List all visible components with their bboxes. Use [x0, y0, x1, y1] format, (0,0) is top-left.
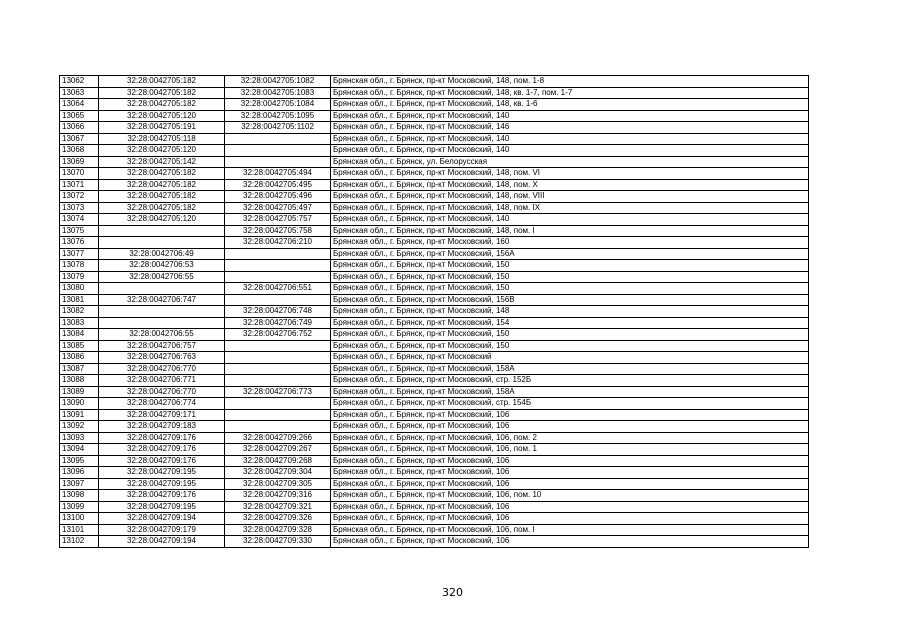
row-number-cell: 13069 [60, 156, 99, 168]
table-row [60, 260, 809, 272]
parcel-cadastral-number-cell: 32:28:0042706:763 [99, 352, 225, 364]
address-cell: Брянская обл., г. Брянск, пр-кт Московский, 150 [331, 340, 809, 352]
address-cell: Брянская обл., г. Брянск, пр-кт Московский, стр. 154Б [331, 398, 809, 410]
row-number-cell: 13094 [60, 444, 99, 456]
table-row [60, 237, 809, 249]
parcel-cadastral-number-cell [99, 283, 225, 295]
object-cadastral-number-cell: 32:28:0042705:496 [225, 191, 331, 203]
object-cadastral-number-cell: 32:28:0042709:328 [225, 524, 331, 536]
table-row [60, 191, 809, 203]
parcel-cadastral-number-cell: 32:28:0042705:120 [99, 145, 225, 157]
row-number-cell: 13078 [60, 260, 99, 272]
table-row [60, 317, 809, 329]
object-cadastral-number-cell: 32:28:0042705:1095 [225, 110, 331, 122]
row-number-cell: 13090 [60, 398, 99, 410]
row-number-cell: 13095 [60, 455, 99, 467]
table-row [60, 340, 809, 352]
object-cadastral-number-cell: 32:28:0042705:758 [225, 225, 331, 237]
address-cell: Брянская обл., г. Брянск, пр-кт Московский, 148, пом. VIII [331, 191, 809, 203]
table-row [60, 214, 809, 226]
address-cell: Брянская обл., г. Брянск, пр-кт Московский, 148, пом. 1-8 [331, 76, 809, 88]
table-row [60, 156, 809, 168]
parcel-cadastral-number-cell: 32:28:0042706:53 [99, 260, 225, 272]
address-cell: Брянская обл., г. Брянск, пр-кт Московский, 150 [331, 283, 809, 295]
page-number: 320 [442, 586, 463, 599]
table-row [60, 76, 809, 88]
address-cell: Брянская обл., г. Брянск, пр-кт Московский, 106 [331, 467, 809, 479]
parcel-cadastral-number-cell: 32:28:0042709:176 [99, 455, 225, 467]
address-cell: Брянская обл., г. Брянск, ул. Белорусская [331, 156, 809, 168]
row-number-cell: 13071 [60, 179, 99, 191]
object-cadastral-number-cell: 32:28:0042705:1082 [225, 76, 331, 88]
object-cadastral-number-cell: 32:28:0042709:330 [225, 536, 331, 548]
address-cell: Брянская обл., г. Брянск, пр-кт Московский, 106, пом. 2 [331, 432, 809, 444]
parcel-cadastral-number-cell: 32:28:0042705:182 [99, 168, 225, 180]
parcel-cadastral-number-cell: 32:28:0042705:182 [99, 87, 225, 99]
table-row [60, 409, 809, 421]
object-cadastral-number-cell [225, 363, 331, 375]
table-row [60, 202, 809, 214]
table-row [60, 179, 809, 191]
address-cell: Брянская обл., г. Брянск, пр-кт Московский, 106 [331, 409, 809, 421]
parcel-cadastral-number-cell: 32:28:0042709:194 [99, 513, 225, 525]
parcel-cadastral-number-cell: 32:28:0042706:757 [99, 340, 225, 352]
address-cell: Брянская обл., г. Брянск, пр-кт Московский [331, 352, 809, 364]
table-row [60, 513, 809, 525]
object-cadastral-number-cell: 32:28:0042705:757 [225, 214, 331, 226]
parcel-cadastral-number-cell: 32:28:0042709:176 [99, 432, 225, 444]
object-cadastral-number-cell [225, 294, 331, 306]
parcel-cadastral-number-cell: 32:28:0042705:142 [99, 156, 225, 168]
parcel-cadastral-number-cell: 32:28:0042706:771 [99, 375, 225, 387]
parcel-cadastral-number-cell: 32:28:0042709:179 [99, 524, 225, 536]
row-number-cell: 13101 [60, 524, 99, 536]
row-number-cell: 13077 [60, 248, 99, 260]
address-cell: Брянская обл., г. Брянск, пр-кт Московский, 140 [331, 214, 809, 226]
object-cadastral-number-cell: 32:28:0042706:551 [225, 283, 331, 295]
row-number-cell: 13100 [60, 513, 99, 525]
object-cadastral-number-cell: 32:28:0042709:267 [225, 444, 331, 456]
table-row [60, 225, 809, 237]
address-cell: Брянская обл., г. Брянск, пр-кт Московский, 156А [331, 248, 809, 260]
address-cell: Брянская обл., г. Брянск, пр-кт Московский, 106 [331, 501, 809, 513]
row-number-cell: 13086 [60, 352, 99, 364]
address-cell: Брянская обл., г. Брянск, пр-кт Московский, 148, кв. 1-6 [331, 99, 809, 111]
parcel-cadastral-number-cell: 32:28:0042706:770 [99, 386, 225, 398]
table-row [60, 99, 809, 111]
parcel-cadastral-number-cell [99, 225, 225, 237]
object-cadastral-number-cell [225, 271, 331, 283]
address-cell: Брянская обл., г. Брянск, пр-кт Московский, 150 [331, 329, 809, 341]
row-number-cell: 13063 [60, 87, 99, 99]
parcel-cadastral-number-cell: 32:28:0042709:183 [99, 421, 225, 433]
row-number-cell: 13080 [60, 283, 99, 295]
row-number-cell: 13099 [60, 501, 99, 513]
address-cell: Брянская обл., г. Брянск, пр-кт Московский, 160 [331, 237, 809, 249]
object-cadastral-number-cell: 32:28:0042705:495 [225, 179, 331, 191]
table-row [60, 478, 809, 490]
object-cadastral-number-cell: 32:28:0042709:304 [225, 467, 331, 479]
object-cadastral-number-cell: 32:28:0042709:268 [225, 455, 331, 467]
table-row [60, 168, 809, 180]
table-row [60, 524, 809, 536]
parcel-cadastral-number-cell: 32:28:0042705:120 [99, 110, 225, 122]
object-cadastral-number-cell: 32:28:0042705:494 [225, 168, 331, 180]
table-row [60, 110, 809, 122]
row-number-cell: 13102 [60, 536, 99, 548]
parcel-cadastral-number-cell: 32:28:0042709:176 [99, 444, 225, 456]
object-cadastral-number-cell: 32:28:0042709:305 [225, 478, 331, 490]
table-row [60, 455, 809, 467]
row-number-cell: 13092 [60, 421, 99, 433]
object-cadastral-number-cell [225, 133, 331, 145]
row-number-cell: 13096 [60, 467, 99, 479]
row-number-cell: 13093 [60, 432, 99, 444]
parcel-cadastral-number-cell: 32:28:0042706:774 [99, 398, 225, 410]
row-number-cell: 13088 [60, 375, 99, 387]
table-row [60, 271, 809, 283]
address-cell: Брянская обл., г. Брянск, пр-кт Московский, стр. 152Б [331, 375, 809, 387]
object-cadastral-number-cell: 32:28:0042709:326 [225, 513, 331, 525]
row-number-cell: 13097 [60, 478, 99, 490]
row-number-cell: 13091 [60, 409, 99, 421]
parcel-cadastral-number-cell [99, 237, 225, 249]
object-cadastral-number-cell [225, 421, 331, 433]
parcel-cadastral-number-cell: 32:28:0042705:182 [99, 99, 225, 111]
object-cadastral-number-cell: 32:28:0042706:749 [225, 317, 331, 329]
row-number-cell: 13065 [60, 110, 99, 122]
object-cadastral-number-cell: 32:28:0042705:1084 [225, 99, 331, 111]
parcel-cadastral-number-cell: 32:28:0042705:182 [99, 202, 225, 214]
address-cell: Брянская обл., г. Брянск, пр-кт Московский, 140 [331, 145, 809, 157]
table-row [60, 375, 809, 387]
table-row [60, 283, 809, 295]
object-cadastral-number-cell [225, 398, 331, 410]
table-row [60, 467, 809, 479]
row-number-cell: 13075 [60, 225, 99, 237]
object-cadastral-number-cell: 32:28:0042705:497 [225, 202, 331, 214]
address-cell: Брянская обл., г. Брянск, пр-кт Московский, 106, пом. I [331, 524, 809, 536]
table-row [60, 421, 809, 433]
address-cell: Брянская обл., г. Брянск, пр-кт Московский, 158А [331, 386, 809, 398]
parcel-cadastral-number-cell: 32:28:0042706:747 [99, 294, 225, 306]
row-number-cell: 13070 [60, 168, 99, 180]
parcel-cadastral-number-cell: 32:28:0042709:195 [99, 501, 225, 513]
parcel-cadastral-number-cell: 32:28:0042705:182 [99, 191, 225, 203]
table-row [60, 363, 809, 375]
table-row [60, 490, 809, 502]
address-cell: Брянская обл., г. Брянск, пр-кт Московский, 146 [331, 122, 809, 134]
table-row [60, 444, 809, 456]
parcel-cadastral-number-cell [99, 317, 225, 329]
object-cadastral-number-cell [225, 375, 331, 387]
row-number-cell: 13084 [60, 329, 99, 341]
address-cell: Брянская обл., г. Брянск, пр-кт Московский, 106 [331, 513, 809, 525]
row-number-cell: 13076 [60, 237, 99, 249]
address-cell: Брянская обл., г. Брянск, пр-кт Московский, 106, пом. 1 [331, 444, 809, 456]
table-row [60, 306, 809, 318]
object-cadastral-number-cell [225, 340, 331, 352]
row-number-cell: 13073 [60, 202, 99, 214]
row-number-cell: 13067 [60, 133, 99, 145]
table-row [60, 122, 809, 134]
object-cadastral-number-cell: 32:28:0042706:773 [225, 386, 331, 398]
row-number-cell: 13082 [60, 306, 99, 318]
table-row [60, 536, 809, 548]
address-cell: Брянская обл., г. Брянск, пр-кт Московский, 140 [331, 133, 809, 145]
object-cadastral-number-cell: 32:28:0042706:748 [225, 306, 331, 318]
parcel-cadastral-number-cell: 32:28:0042705:120 [99, 214, 225, 226]
address-cell: Брянская обл., г. Брянск, пр-кт Московский, 150 [331, 271, 809, 283]
object-cadastral-number-cell [225, 156, 331, 168]
row-number-cell: 13089 [60, 386, 99, 398]
address-cell: Брянская обл., г. Брянск, пр-кт Московский, 156В [331, 294, 809, 306]
table-row [60, 398, 809, 410]
row-number-cell: 13068 [60, 145, 99, 157]
address-cell: Брянская обл., г. Брянск, пр-кт Московский, 140 [331, 110, 809, 122]
table-row [60, 329, 809, 341]
object-cadastral-number-cell: 32:28:0042709:321 [225, 501, 331, 513]
table-row [60, 248, 809, 260]
parcel-cadastral-number-cell: 32:28:0042709:195 [99, 467, 225, 479]
parcel-cadastral-number-cell: 32:28:0042709:176 [99, 490, 225, 502]
row-number-cell: 13066 [60, 122, 99, 134]
parcel-cadastral-number-cell: 32:28:0042709:194 [99, 536, 225, 548]
address-cell: Брянская обл., г. Брянск, пр-кт Московский, 154 [331, 317, 809, 329]
object-cadastral-number-cell [225, 352, 331, 364]
parcel-cadastral-number-cell: 32:28:0042705:182 [99, 76, 225, 88]
address-cell: Брянская обл., г. Брянск, пр-кт Московский, 106 [331, 536, 809, 548]
row-number-cell: 13072 [60, 191, 99, 203]
address-cell: Брянская обл., г. Брянск, пр-кт Московский, 150 [331, 260, 809, 272]
parcel-cadastral-number-cell: 32:28:0042706:49 [99, 248, 225, 260]
row-number-cell: 13081 [60, 294, 99, 306]
object-cadastral-number-cell [225, 145, 331, 157]
address-cell: Брянская обл., г. Брянск, пр-кт Московский, 158А [331, 363, 809, 375]
table-row [60, 501, 809, 513]
parcel-cadastral-number-cell: 32:28:0042709:171 [99, 409, 225, 421]
parcel-cadastral-number-cell: 32:28:0042706:770 [99, 363, 225, 375]
object-cadastral-number-cell [225, 409, 331, 421]
object-cadastral-number-cell: 32:28:0042705:1083 [225, 87, 331, 99]
table-row [60, 145, 809, 157]
parcel-cadastral-number-cell: 32:28:0042706:55 [99, 329, 225, 341]
object-cadastral-number-cell: 32:28:0042706:210 [225, 237, 331, 249]
registry-table [59, 75, 809, 548]
object-cadastral-number-cell: 32:28:0042709:316 [225, 490, 331, 502]
object-cadastral-number-cell [225, 248, 331, 260]
table-row [60, 133, 809, 145]
address-cell: Брянская обл., г. Брянск, пр-кт Московский, 148, пом. X [331, 179, 809, 191]
address-cell: Брянская обл., г. Брянск, пр-кт Московский, 148, пом. I [331, 225, 809, 237]
table-row [60, 294, 809, 306]
row-number-cell: 13074 [60, 214, 99, 226]
address-cell: Брянская обл., г. Брянск, пр-кт Московский, 148 [331, 306, 809, 318]
object-cadastral-number-cell: 32:28:0042706:752 [225, 329, 331, 341]
row-number-cell: 13083 [60, 317, 99, 329]
address-cell: Брянская обл., г. Брянск, пр-кт Московский, 106 [331, 421, 809, 433]
parcel-cadastral-number-cell [99, 306, 225, 318]
row-number-cell: 13098 [60, 490, 99, 502]
parcel-cadastral-number-cell: 32:28:0042705:191 [99, 122, 225, 134]
table-row [60, 386, 809, 398]
address-cell: Брянская обл., г. Брянск, пр-кт Московский, 148, кв. 1-7, пом. 1-7 [331, 87, 809, 99]
object-cadastral-number-cell: 32:28:0042705:1102 [225, 122, 331, 134]
row-number-cell: 13087 [60, 363, 99, 375]
address-cell: Брянская обл., г. Брянск, пр-кт Московский, 106, пом. 10 [331, 490, 809, 502]
row-number-cell: 13064 [60, 99, 99, 111]
parcel-cadastral-number-cell: 32:28:0042706:55 [99, 271, 225, 283]
row-number-cell: 13085 [60, 340, 99, 352]
table-row [60, 352, 809, 364]
parcel-cadastral-number-cell: 32:28:0042709:195 [99, 478, 225, 490]
parcel-cadastral-number-cell: 32:28:0042705:118 [99, 133, 225, 145]
row-number-cell: 13079 [60, 271, 99, 283]
address-cell: Брянская обл., г. Брянск, пр-кт Московский, 148, пом. VI [331, 168, 809, 180]
table-row [60, 432, 809, 444]
parcel-cadastral-number-cell: 32:28:0042705:182 [99, 179, 225, 191]
object-cadastral-number-cell: 32:28:0042709:266 [225, 432, 331, 444]
registry-table-body [60, 76, 809, 548]
address-cell: Брянская обл., г. Брянск, пр-кт Московский, 106 [331, 455, 809, 467]
address-cell: Брянская обл., г. Брянск, пр-кт Московский, 148, пом. IX [331, 202, 809, 214]
row-number-cell: 13062 [60, 76, 99, 88]
table-row [60, 87, 809, 99]
object-cadastral-number-cell [225, 260, 331, 272]
address-cell: Брянская обл., г. Брянск, пр-кт Московский, 106 [331, 478, 809, 490]
